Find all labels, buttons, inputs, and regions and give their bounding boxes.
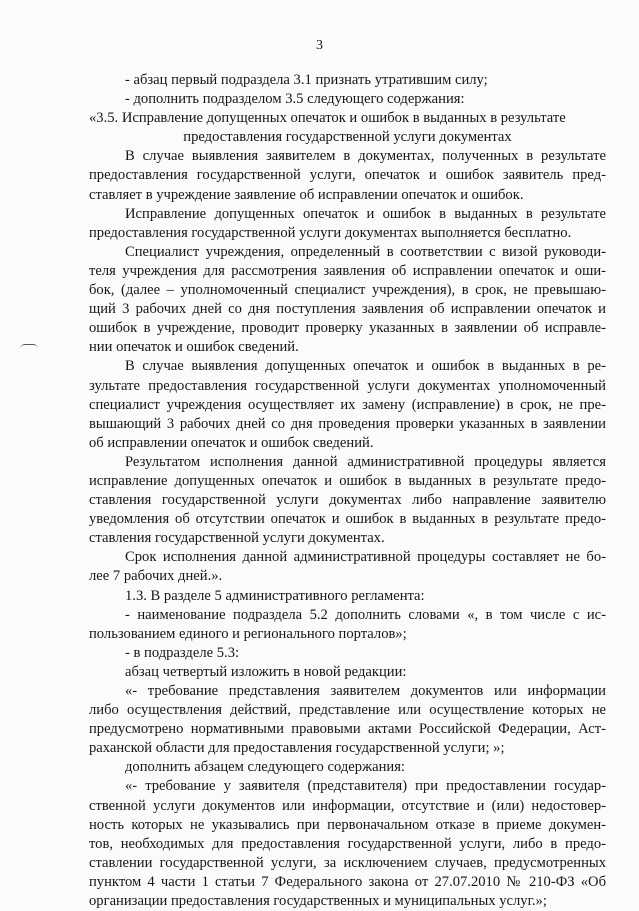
text-line: Результатом исполнения данной административной процедуры является <box>125 453 606 470</box>
text-line: ставления государственной услуги документах либо направление заявителю <box>89 492 606 509</box>
text-line: об исправлении опечаток и ошибок сведений. <box>89 434 374 451</box>
text-line: раханской области для предоставления государственной услуги; »; <box>89 740 505 757</box>
text-line: вышающий 3 рабочих дней со дня проведения проверки указанных в заявлении <box>89 415 606 432</box>
text-line: - наименование подраздела 5.2 дополнить словами «, в том числе с ис- <box>125 606 606 623</box>
text-line: Исправление допущенных опечаток и ошибок в выданных в результате <box>125 205 606 222</box>
text-line: организации предоставления государственных и муниципальных услуг.»; <box>89 893 547 910</box>
margin-pen-mark <box>20 344 38 349</box>
text-line: предусмотрено нормативными правовыми актами Российской Федерации, Аст- <box>89 721 606 738</box>
text-line: ственной услуги документов или информации, отсутствие и (или) недостовер- <box>89 797 606 814</box>
text-line: тов, необходимых для предоставления государственной услуги, либо в предо- <box>89 835 606 852</box>
text-line: абзац четвертый изложить в новой редакции: <box>125 663 407 680</box>
text-line: нии опечаток и ошибок сведений. <box>89 339 299 356</box>
text-line: - абзац первый подраздела 3.1 признать утратившим силу; <box>125 72 488 88</box>
text-line: предоставления государственной услуги документах <box>183 129 512 146</box>
text-line: исправление допущенных опечаток и ошибок в выданных в результате предо- <box>89 472 606 489</box>
text-line: пунктом 4 части 1 статьи 7 Федерального закона от 27.07.2010 № 210-ФЗ «Об <box>89 873 606 890</box>
text-line: В случае выявления допущенных опечаток и ошибок в выданных в ре- <box>125 358 606 375</box>
page-number: 3 <box>316 38 323 53</box>
text-line: теля учреждения для рассмотрения заявления об исправлении опечаток и оши- <box>89 262 606 279</box>
text-line: зультате предоставления государственной услуги документах уполномоченный <box>89 377 606 394</box>
text-line: дополнить абзацем следующего содержания: <box>125 759 405 776</box>
text-line: ошибок в учреждение, проводит проверку указанных в заявлении об исправле- <box>89 320 606 337</box>
text-line: В случае выявления заявителем в документах, полученных в результате <box>125 148 606 165</box>
text-line: ставляет в учреждение заявление об исправлении опечаток и ошибок. <box>89 186 524 203</box>
text-line: «- требование представления заявителем документов или информации <box>125 683 606 699</box>
text-line: - в подразделе 5.3: <box>125 644 240 661</box>
text-line: щий 3 рабочих дней со дня поступления заявления об исправлении опечаток и <box>89 301 606 318</box>
text-line: предоставления государственной услуги, опечаток и ошибок заявитель пред- <box>89 167 606 184</box>
text-line: «3.5. Исправление допущенных опечаток и ошибок в выданных в результате <box>89 110 566 127</box>
text-line: лее 7 рабочих дней.». <box>89 568 223 585</box>
text-line: либо осуществления действий, представление или осуществление которых не <box>89 702 606 719</box>
text-line: бок, (далее – уполномоченный специалист учреждения), в срок, не превышаю- <box>89 282 606 299</box>
text-line: ставления государственной услуги документах. <box>89 530 385 547</box>
text-line: предоставления государственной услуги документах выполняется бесплатно. <box>89 224 572 241</box>
text-line: ность которых не указывались при первоначальном отказе в приеме докумен- <box>89 816 606 833</box>
text-line: Срок исполнения данной административной процедуры составляет не бо- <box>125 549 606 566</box>
text-line: «- требование у заявителя (представителя) при предоставлении государ- <box>125 778 606 795</box>
text-line: ставлении государственной услуги, за исключением случаев, предусмотренных <box>89 854 606 871</box>
text-line: уведомления об отсутствии опечаток и ошибок в выданных в результате предо- <box>89 511 606 528</box>
text-line: пользованием единого и регионального порталов»; <box>89 625 407 642</box>
document-body <box>89 71 606 911</box>
text-line: специалист учреждения осуществляет их замену (исправление) в срок, не пре- <box>89 396 606 413</box>
text-line: Специалист учреждения, определенный в соответствии с визой руководи- <box>125 243 606 260</box>
text-line: 1.3. В разделе 5 административного регламента: <box>125 587 425 604</box>
text-line: - дополнить подразделом 3.5 следующего содержания: <box>125 91 465 108</box>
